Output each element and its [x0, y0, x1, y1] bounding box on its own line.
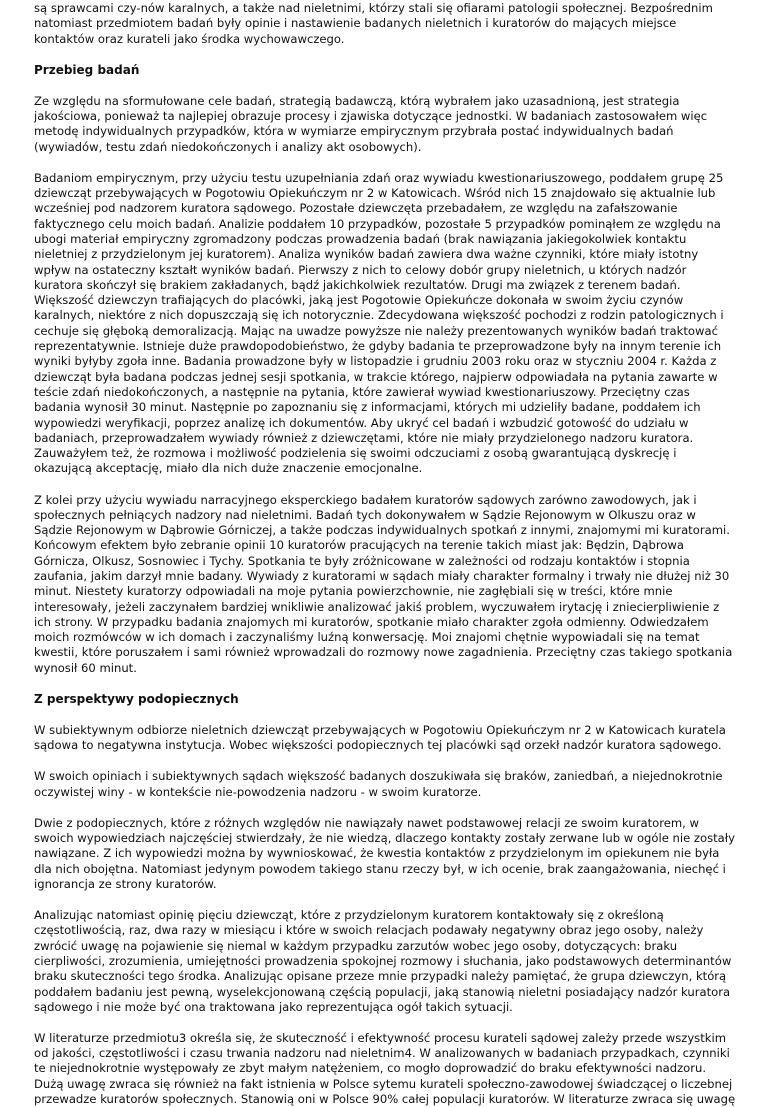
paragraph-subjective-reception: W subiektywnym odbiorze nieletnich dziewcząt przebywających w Pogotowiu Opiekuńczym nr 2 w Katowicach kuratela sądowa to negatywna instytucja. Wobec większości podopiecznych tej placówki sąd orzekł nadzór kuratora sądowego. [34, 722, 726, 753]
intro-paragraph: są sprawcami czy-nów karalnych, a także nad nieletnimi, którzy stali się ofiarami patologii społecznej. Bezpośrednim natomiast przedmiotem badań były opinie i nastawienie badanych nieletnich i kuratorów do mających miejsce kontaktów oraz kurateli jako środka wychowawczego. [34, 1, 713, 46]
paragraph-opinions: W swoich opiniach i subiektywnych sądach większość badanych doszukiwała się braków, zaniedbań, a niejednokrotnie oczywistej winy - w kontekście nie-powodzenia nadzoru - w swoim kuratorze. [34, 769, 723, 799]
section-heading-wards-perspective: Z perspektywy podopiecznych [34, 691, 239, 706]
paragraph-five-girls: Analizując natomiast opinię pięciu dziewcząt, które z przydzielonym kuratorem kontaktowały się z określoną częstotliwością, raz, dwa razy w miesiącu i które w swoich relacjach podawały negatywny obraz jego osoby, należy zwrócić uwagę na pojawienie się niemal w każdym przypadku zarzutów wobec jego osoby, dotyczących: braku cierpliwości, zrozumienia, umiejętności prowadzenia spokojnej rozmowy i słuchania, jako podstawowych determinantów braku skuteczności tego środka. Analizując opisane przeze mnie przypadki należy pamiętać, że grupa dziewczyn, którą poddałem badaniu jest pewną, wyselekcjonowaną częścią populacji, jaką stanowią nieletni posiadający nadzór kuratora sądowego i nie może być ona traktowana jako reprezentująca ogół takich sytuacji. [34, 908, 732, 1014]
paragraph-two-wards: Dwie z podopiecznych, które z różnych względów nie nawiązały nawet podstawowej relacji ze swoim kuratorem, w swoich wypowiedziach najczęściej stwierdzały, że nie wiedzą, dlaczego kontakty zostały zerwane lub w ogóle nie zostały nawiązane. Z ich wypowiedzi można by wywnioskować, że kwestia kontaktów z przydzielonym im opiekunem nie była dla nich obojętna. Natomiast jedynym powodem takiego stanu rzeczy był, w ich ocenie, brak zaangażowania, niechęć i ignorancja ze strony kuratorów. [34, 815, 735, 891]
paragraph-curator-interviews: Z kolei przy użyciu wywiadu narracyjnego eksperckiego badałem kuratorów sądowych zarówno zawodowych, jak i społecznych pełniących nadzory nad nieletnimi. Badań tych dokonywałem w Sądzie Rejonowym w Olkuszu oraz w Sądzie Rejonowym w Dąbrowie Górniczej, a także podczas indywidualnych spotkań z innymi, znajomymi mi kuratorami. Końcowym efektem było zebranie opinii 10 kuratorów pracujących na terenie takich miast jak: Będzin, Dąbrowa Górnicza, Olkusz, Sosnowiec i Tychy. Spotkania te były zróżnicowane w zależności od rodzaju kontaktów i stopnia zaufania, jakim darzył mnie badany. Wywiady z kuratorami w sądach miały charakter formalny i trwały nie dłużej niż 30 minut. Niestety kuratorzy odpowiadali na moje pytania powierzchownie, nie zagłębiali się w treści, które mnie interesowały, jeżeli zaczynałem bardziej wnikliwie analizować jakiś problem, wyczuwałem irytację i zniecierpliwienie z ich strony. W przypadku badania znajomych mi kuratorów, spotkanie miało charakter zgoła odmienny. Odwiedzałem moich rozmówców w ich domach i zaczynaliśmy luźną konwersację. Moi znajomi chętnie wypowiadali się na temat kwestii, które poruszałem i sami również wprowadzali do rozmowy nowe zagadnienia. Przeciętny czas takiego spotkania wynosił 60 minut. [34, 492, 733, 675]
paragraph-empirical-research: Badaniom empirycznym, przy użyciu testu uzupełniania zdań oraz wywiadu kwestionariuszowego, poddałem grupę 25 dziewcząt przebywających w Pogotowiu Opiekuńczym nr 2 w Katowicach. Wśród nich 15 znajdowało się aktualnie lub wcześniej pod nadzorem kuratora sądowego. Pozostałe dziewczęta przebadałem, ze względu na zafałszowanie faktycznego celu moich badań. Analizie poddałem 10 przypadków, pozostałe 5 przypadków pominąłem ze względu na ubogi materiał empiryczny zgromadzony podczas prowadzenia badań (brak nawiązania jakiegokolwiek kontaktu nieletniej z przydzielonym jej kuratorem). Analiza wyników badań zawiera dwa ważne czynniki, które miały istotny wpływ na ostateczny kształt wyników badań. Pierwszy z nich to celowy dobór grupy nieletnich, u których nadzór kuratora skończył się brakiem zakładanych, bądź jakichkolwiek rezultatów. Drugi ma związek z terenem badań. Większość dziewczyn trafiających do placówki, jaką jest Pogotowie Opiekuńcze dokonała w swoim życiu czynów karalnych, niektóre z nich dopuszczają się ich notorycznie. Zdecydowana większość pochodzi z rodzin patologicznych i cechuje się głęboką demoralizacją. Mając na uwadze powyższe nie należy prezentowanych wyników badań traktować reprezentatywnie. Istnieje duże prawdopodobieństwo, że gdyby badania te przeprowadzone były na innym terenie ich wyniki byłyby zgoła inne. Badania prowadzone były w listopadzie i grudniu 2003 roku oraz w styczniu 2004 r. Każda z dziewcząt była badana podczas jednej sesji spotkania, w trakcie którego, najpierw odpowiadała na pytania zawarte w teście zdań niedokończonych, a następnie na pytania, które zawierał wywiad kwestionariuszowy. Przeciętny czas badania wynosił 30 minut. Następnie po zapoznaniu się z informacjami, których mi udzieliły badane, poddałem ich wypowiedzi weryfikacji, poprzez analizę ich dokumentów. Aby ukryć cel badań i wzbudzić gotowość do udziału w badaniach, przeprowadzałem wywiady również z dziewczętami, które nie miały przydzielonego nadzoru kuratora. Zauważyłem też, że rozmowa i możliwość podzielenia się swoimi odczuciami z osobą gwarantującą dyskrecję i okazującą akceptację, miało dla nich duże znaczenie emocjonalne. [34, 170, 724, 476]
paragraph-literature: W literaturze przedmiotu3 określa się, że skuteczność i efektywność procesu kurateli sądowej zależy przede wszystkim od jakości, częstotliwości i czasu trwania nadzoru nad nieletnim4. W analizowanych w badaniach przypadkach, czynniki te niejednokrotnie występowały ze zbyt małym natężeniem, co mogło doprowadzić do braku efektywności nadzoru. Dużą uwagę zwraca się również na fakt istnienia w Polsce sytemu kurateli społeczno-zawodowej świadczącej o liczebnej przewadze kuratorów społecznych. Stanowią oni w Polsce 90% całej populacji kuratorów. W literaturze zwraca się uwagę [34, 1030, 736, 1107]
section-heading-research-course: Przebieg badań [34, 62, 140, 77]
paragraph-strategy: Ze względu na sformułowane cele badań, strategią badawczą, którą wybrałem jako uzasadnioną, jest strategia jakościowa, ponieważ ta najlepiej obrazuje procesy i zjawiska dotyczące jednostki. W badaniach zastosowałem więc metodę indywidualnych przypadków, która w wymiarze empirycznym przybrała postać indywidualnych badań (wywiadów, testu zdań niedokończonych i analizy akt osobowych). [34, 93, 708, 154]
